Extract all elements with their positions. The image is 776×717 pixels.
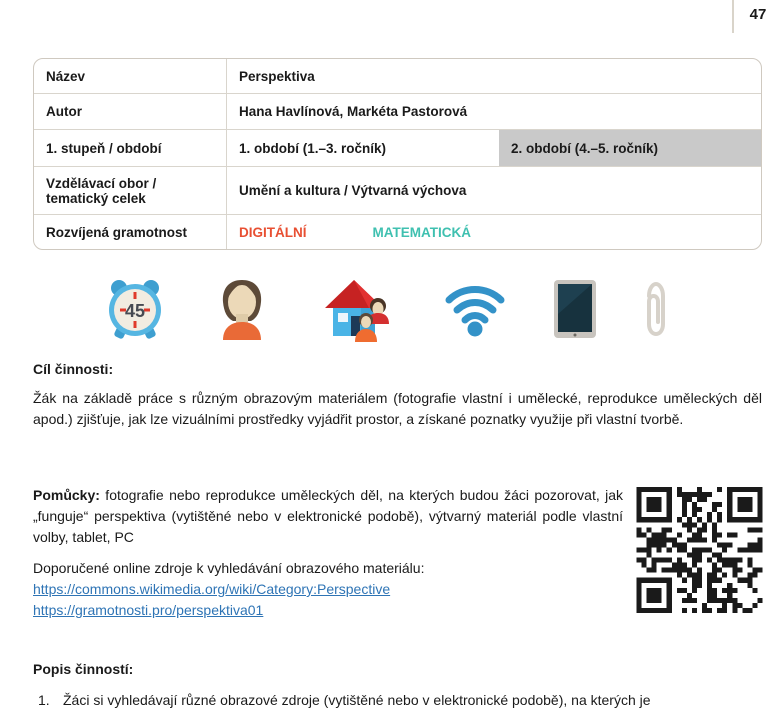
recommended-sources [33, 558, 424, 621]
activity-icons-strip [0, 270, 776, 348]
qr-code [635, 487, 764, 613]
tools-text: fotografie nebo reprodukce uměleckých děl, na kterých budou žáci pozorovat, jak „funguje“ perspektiva (vytištěné nebo v elektronické podobě), výtvarný materiál podle vlastní volby, tablet, PC [33, 487, 623, 545]
table-row-stupen-obdobi [34, 129, 761, 166]
row-label: Autor [46, 104, 82, 119]
math-literacy-badge: MATEMATICKÁ [372, 224, 471, 240]
table-row-nazev [34, 59, 761, 93]
sources-intro: Doporučené online zdroje k vyhledávání obrazového materiálu: [33, 560, 425, 576]
wikimedia-perspective-link[interactable]: https://commons.wikimedia.org/wiki/Category:Perspective [33, 581, 391, 597]
table-row-gramotnost [34, 214, 761, 249]
clock-minutes-label: 45 [124, 301, 146, 321]
tools-paragraph [33, 485, 623, 548]
row-label: 1. stupeň / období [46, 140, 162, 156]
gramotnosti-perspektiva-link[interactable]: https://gramotnosti.pro/perspektiva01 [33, 602, 264, 618]
table-row-vzdelavaci-obor [34, 166, 761, 214]
page-number-divider [732, 0, 734, 33]
tablet-icon [553, 279, 597, 339]
house-family-icon [321, 276, 397, 342]
activity-info-table [33, 58, 762, 250]
row-value [226, 130, 761, 166]
page-number: 47 [749, 6, 767, 23]
period-2-cell-highlighted: 2. období (4.–5. ročník) [499, 130, 761, 166]
paperclip-icon [643, 280, 669, 338]
row-label: Rozvíjená gramotnost [46, 224, 188, 240]
tools-label: Pomůcky: [33, 487, 100, 503]
row-value: Umění a kultura / Výtvarná výchova [226, 167, 761, 214]
table-row-autor [34, 93, 761, 129]
row-value: Perspektiva [226, 59, 761, 93]
digital-literacy-badge: DIGITÁLNÍ [239, 224, 307, 240]
row-label: Název [46, 68, 86, 84]
goal-heading: Cíl činnosti: [33, 361, 114, 377]
row-value [226, 215, 761, 249]
list-item-text: Žáci si vyhledávají různé obrazové zdroje (vytištěné nebo v elektronické podobě), na kterých je [63, 692, 651, 708]
person-icon [209, 278, 275, 340]
alarm-clock-45-icon [107, 276, 163, 342]
wifi-icon [443, 280, 507, 338]
goal-paragraph: Žák na základě práce s různým obrazovým materiálem (fotografie vlastní i umělecké, reprodukce uměleckých děl apod.) zjišťuje, jak lze vizuálními prostředky vyjádřit prostor, a získané poznatky využije při vlastní tvorbě. [33, 390, 762, 427]
period-1-cell: 1. období (1.–3. ročník) [239, 140, 387, 156]
description-heading: Popis činností: [33, 661, 134, 677]
row-label: Vzdělávací obor / tematický celek [46, 175, 157, 206]
row-value: Hana Havlínová, Markéta Pastorová [226, 94, 761, 129]
list-item-number: 1. [38, 692, 50, 708]
description-list-item-1 [33, 690, 762, 711]
